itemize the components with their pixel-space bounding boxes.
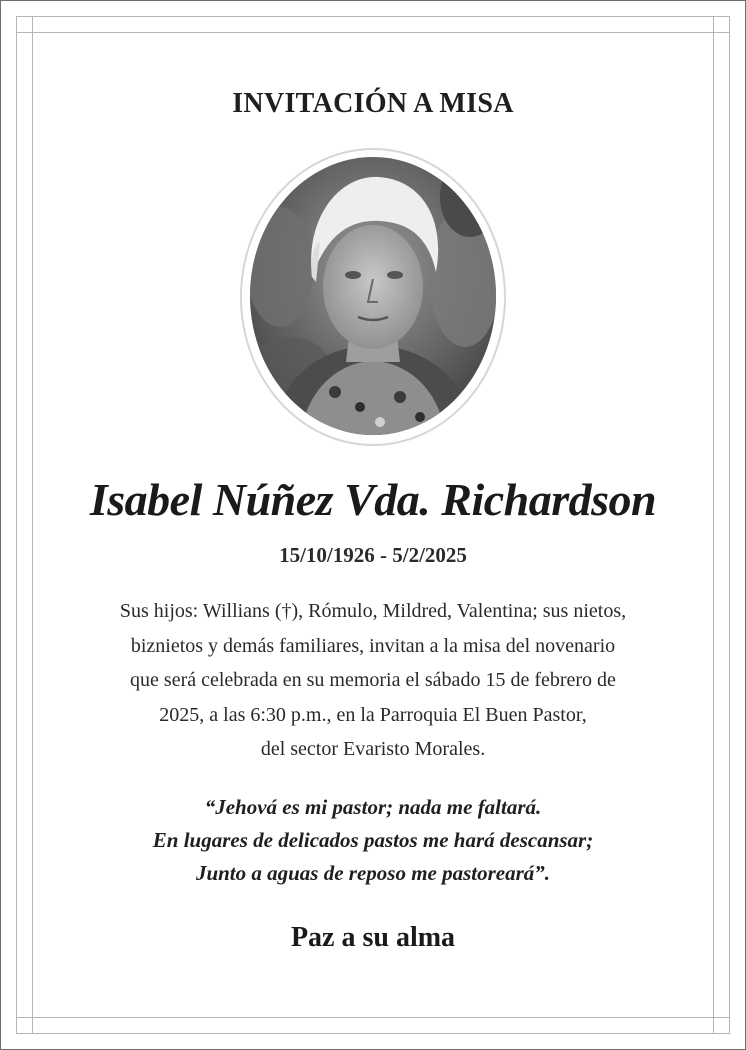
- invitation-line: biznietos y demás familiares, invitan a la misa del novenario: [130, 634, 616, 657]
- verse-line: Junto a aguas de reposo me pastoreará”.: [195, 861, 551, 885]
- verse-line: “Jehová es mi pastor; nada me faltará.: [204, 795, 542, 819]
- verse-line: En lugares de delicados pastos me hará descansar;: [152, 828, 594, 852]
- invitation-line: del sector Evaristo Morales.: [260, 738, 486, 760]
- portrait-photo: [250, 157, 496, 435]
- closing-text: Paz a su alma: [290, 922, 456, 953]
- invitation-line: 2025, a las 6:30 p.m., en la Parroquia El Buen Pastor,: [159, 703, 587, 726]
- corner-notch-br: [690, 998, 730, 1034]
- invitation-line: Sus hijos: Willians (†), Rómulo, Mildred, Valentina; sus nietos,: [119, 600, 627, 622]
- deceased-name: Isabel Núñez Vda. Richardson: [89, 474, 657, 525]
- corner-notch-bl: [16, 998, 56, 1034]
- corner-notch-tl: [16, 16, 56, 52]
- invitation-text: [60, 594, 686, 767]
- invitation-line: que será celebrada en su memoria el sábado 15 de febrero de: [130, 669, 616, 691]
- corner-notch-tr: [690, 16, 730, 52]
- bible-verse: [40, 791, 706, 890]
- life-dates: 15/10/1926 - 5/2/2025: [279, 543, 467, 567]
- page-title: INVITACIÓN A MISA: [232, 88, 514, 119]
